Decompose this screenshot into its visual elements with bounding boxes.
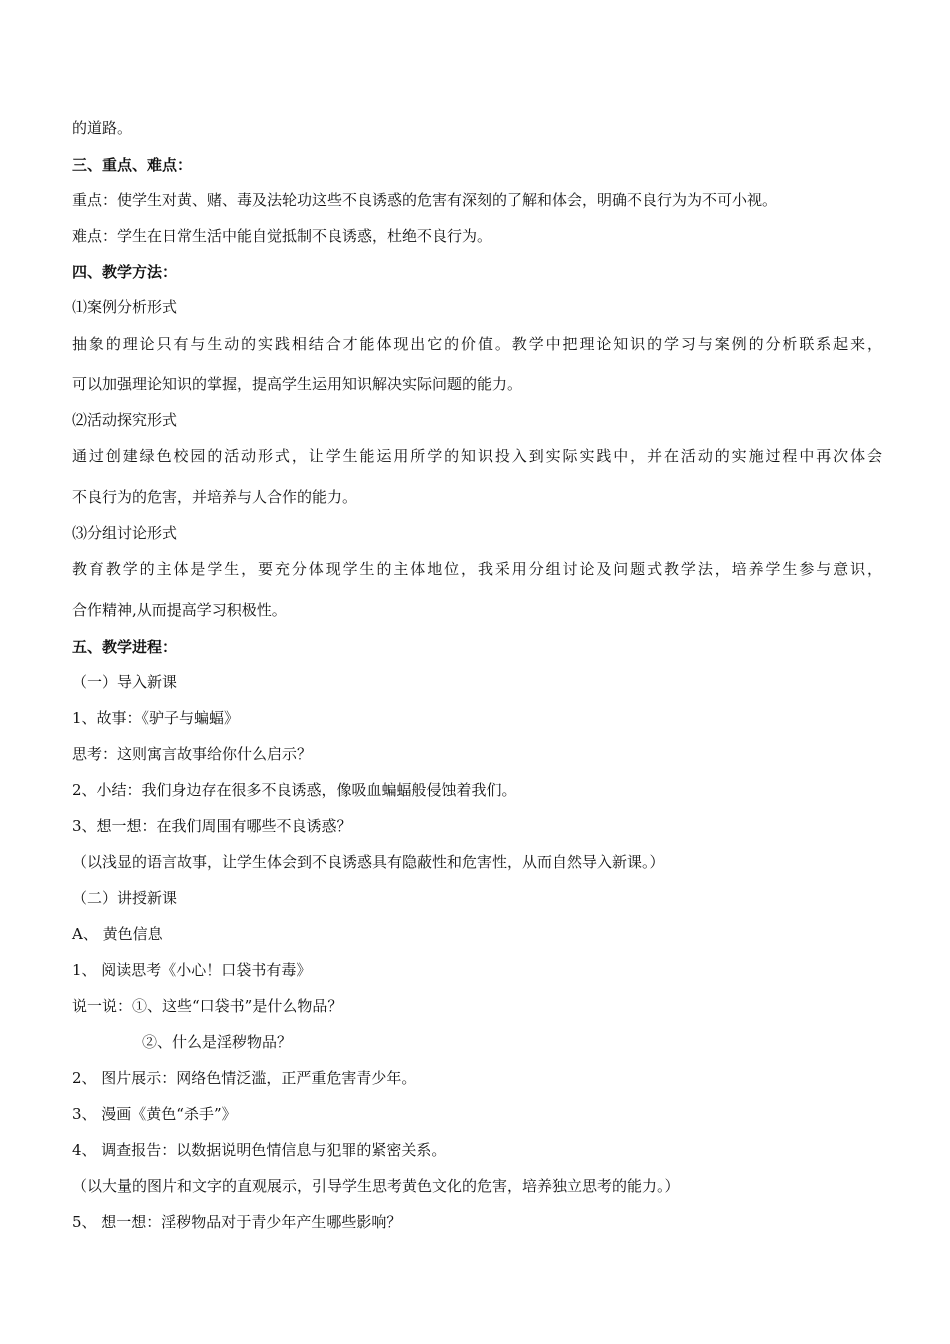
p1-note: （以浅显的语言故事，让学生体会到不良诱惑具有隐蔽性和危害性，从而自然导入新课。） [72, 853, 665, 871]
a-item2: 2、 图片展示：网络色情泛滥，正严重危害青少年。 [72, 1069, 417, 1087]
section3-heading: 三、重点、难点： [72, 156, 193, 174]
p1-item2: 2、小结：我们身边存在很多不良诱惑，像吸血蝙蝠般侵蚀着我们。 [72, 781, 517, 799]
section5-heading: 五、教学进程： [72, 638, 178, 656]
a-item1: 1、 阅读思考《小心！口袋书有毒》 [72, 961, 312, 979]
intro-tail: 的道路。 [72, 119, 133, 137]
method3-line2: 合作精神,从而提高学习积极性。 [72, 601, 287, 619]
a-item4: 4、 调查报告：以数据说明色情信息与犯罪的紧密关系。 [72, 1141, 447, 1159]
a-say1: 说一说：①、这些“口袋书”是什么物品？ [72, 997, 343, 1015]
p1-item1: 1、故事：《驴子与蝙蝠》 [72, 709, 240, 727]
method3-line1: 教育教学的主体是学生，要充分体现学生的主体地位，我采用分组讨论及问题式教学法，培养学生参与意识， [72, 560, 882, 578]
method2-line1: 通过创建绿色校园的活动形式，让学生能运用所学的知识投入到实际实践中，并在活动的实施过程中再次体会 [72, 447, 882, 465]
sub-a-heading: A、 黄色信息 [72, 925, 163, 943]
method3-title: ⑶分组讨论形式 [72, 524, 178, 542]
a-note: （以大量的图片和文字的直观展示，引导学生思考黄色文化的危害，培养独立思考的能力。） [72, 1177, 680, 1195]
method1-title: ⑴案例分析形式 [72, 298, 178, 316]
method1-line1: 抽象的理论只有与生动的实践相结合才能体现出它的价值。教学中把理论知识的学习与案例的分析联系起来， [72, 335, 882, 353]
method2-title: ⑵活动探究形式 [72, 411, 178, 429]
a-say2: ②、什么是淫秽物品？ [142, 1033, 293, 1051]
p1-think: 思考：这则寓言故事给你什么启示？ [72, 745, 313, 763]
method2-line2: 不良行为的危害，并培养与人合作的能力。 [72, 488, 358, 506]
part1-title: （一）导入新课 [72, 673, 178, 691]
a-item5: 5、 想一想：淫秽物品对于青少年产生哪些影响？ [72, 1213, 402, 1231]
section4-heading: 四、教学方法： [72, 263, 178, 281]
a-item3: 3、 漫画《黄色“杀手”》 [72, 1105, 237, 1123]
part2-title: （二）讲授新课 [72, 889, 178, 907]
p1-item3: 3、想一想：在我们周围有哪些不良诱惑？ [72, 817, 352, 835]
key-point: 重点：使学生对黄、赌、毒及法轮功这些不良诱惑的危害有深刻的了解和体会，明确不良行为为不可小视。 [72, 191, 778, 209]
method1-line2: 可以加强理论知识的掌握，提高学生运用知识解决实际问题的能力。 [72, 375, 523, 393]
difficulty: 难点：学生在日常生活中能自觉抵制不良诱惑，杜绝不良行为。 [72, 227, 493, 245]
